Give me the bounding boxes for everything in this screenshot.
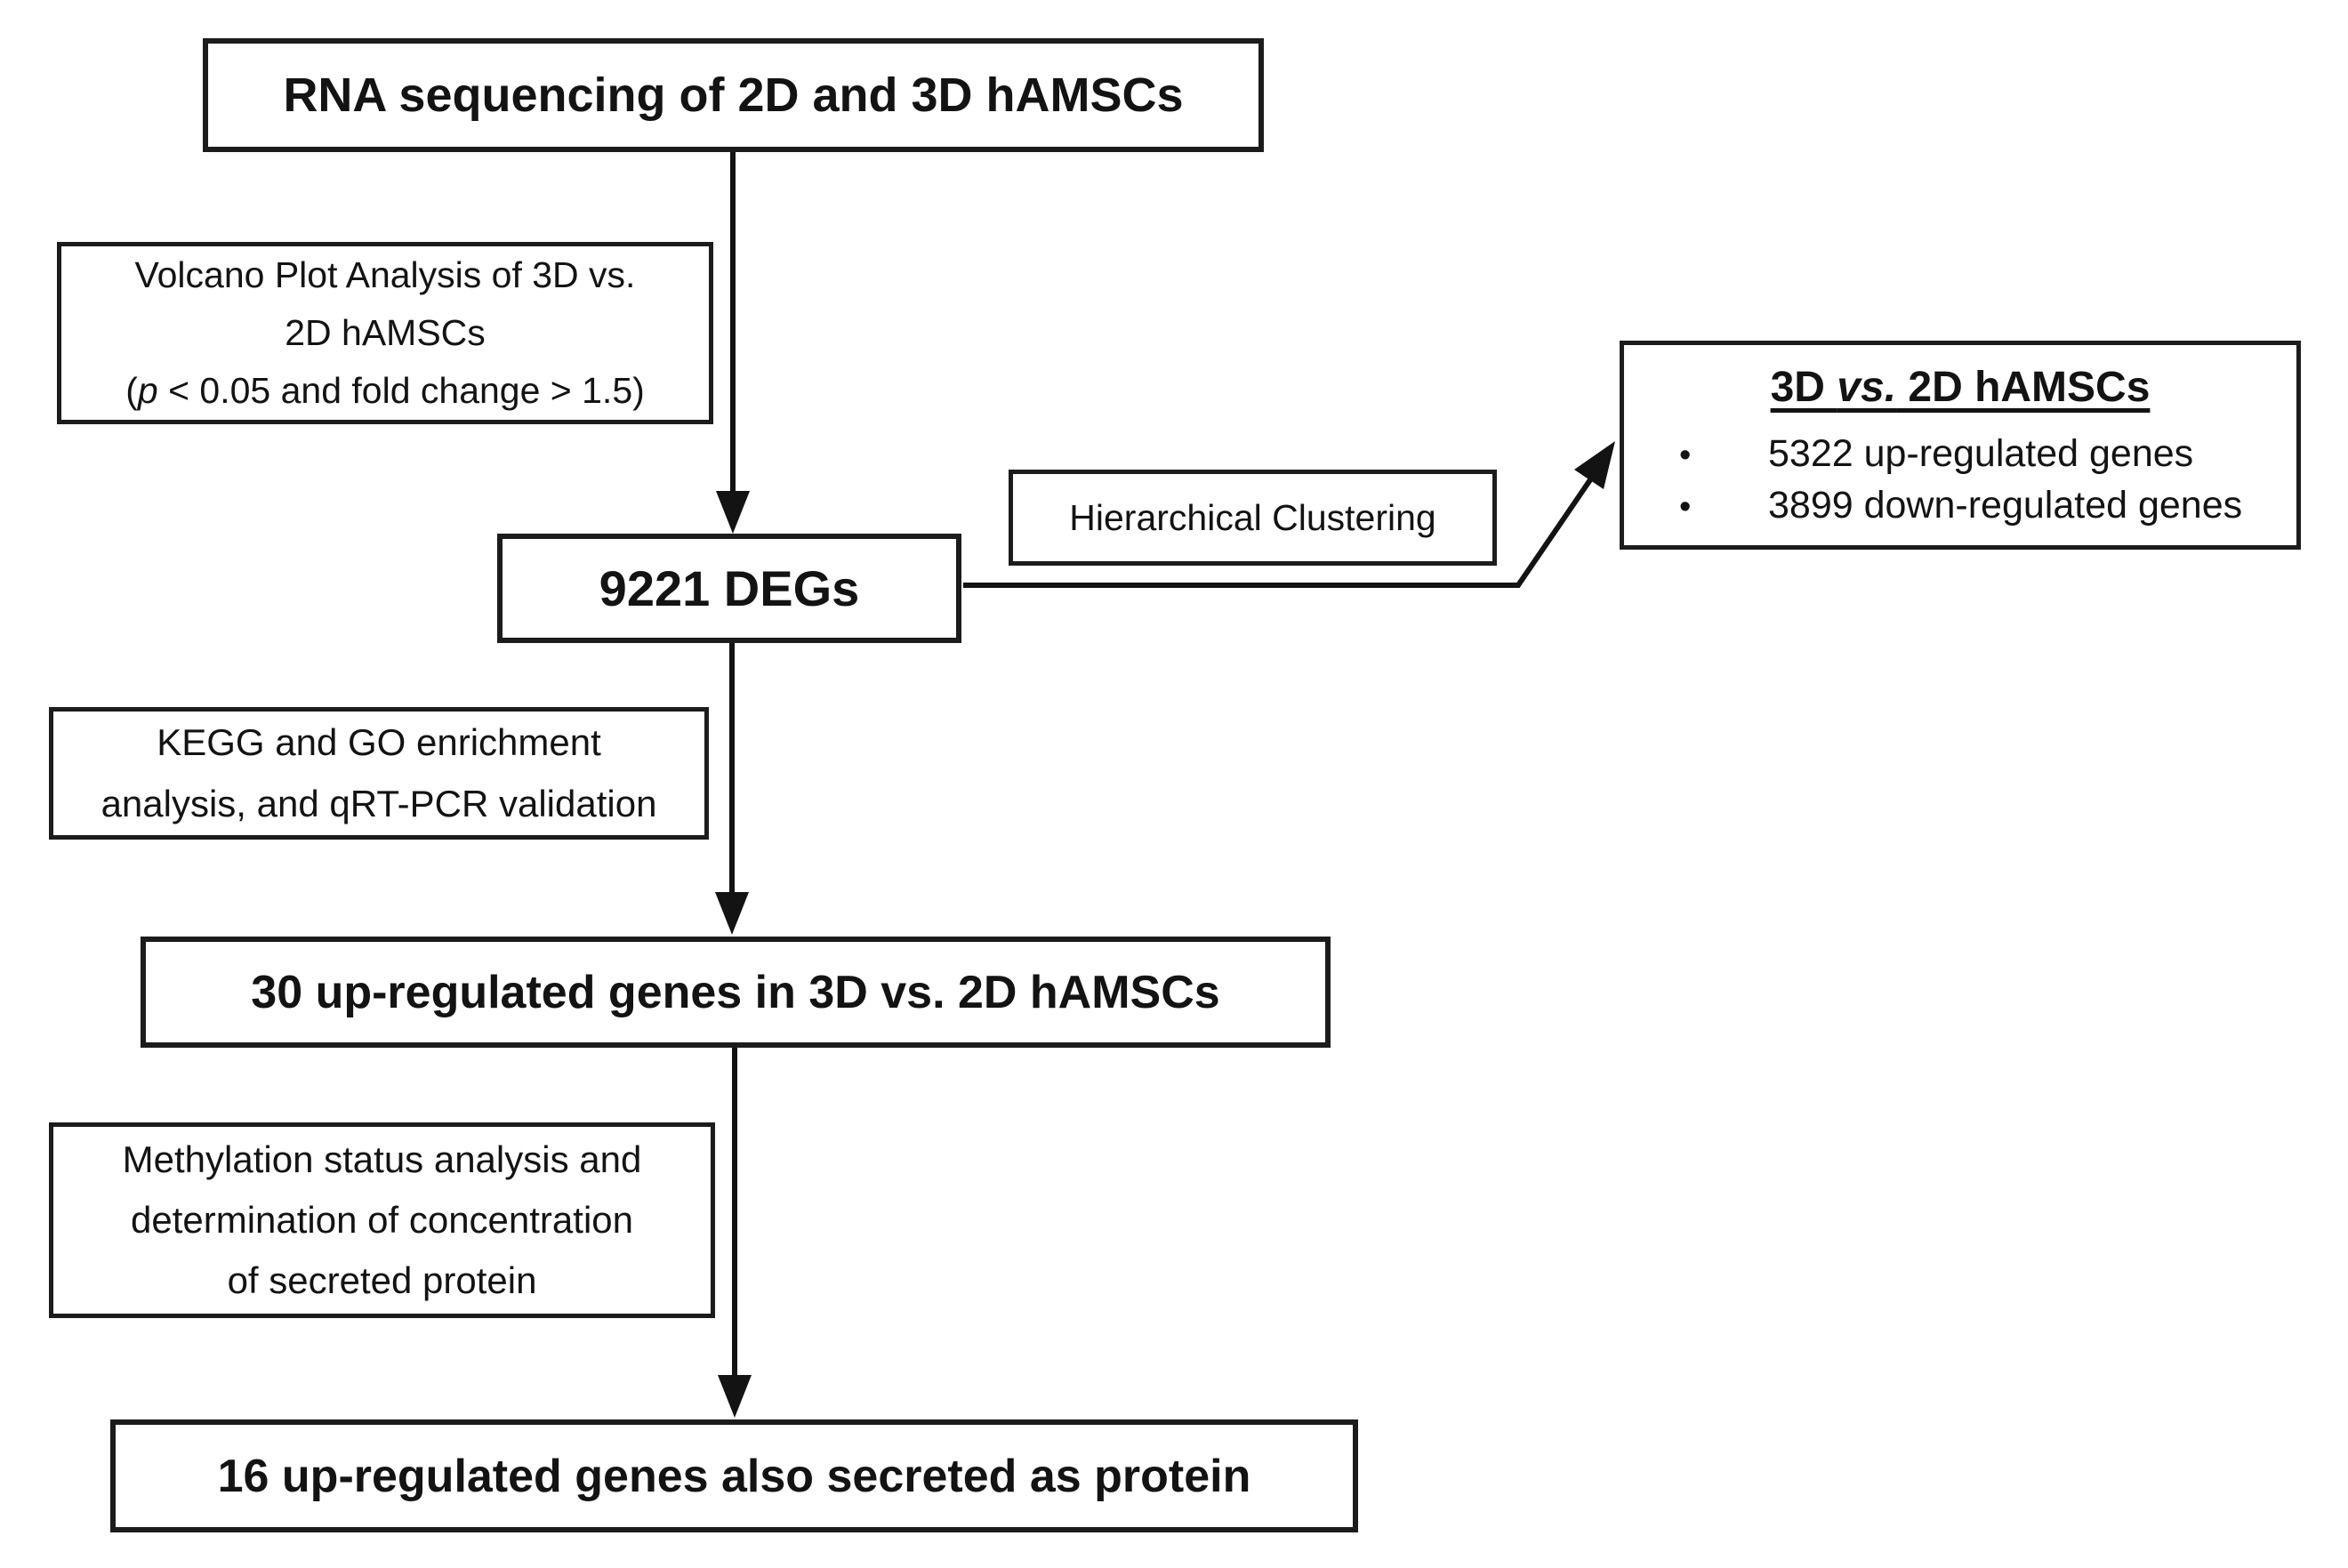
- p-value-symbol: p: [137, 369, 158, 411]
- genes30-box: [141, 937, 1331, 1048]
- genes16-box: [110, 1419, 1358, 1532]
- comparison-bullet-down: [1624, 484, 2296, 527]
- rna-seq-label: RNA sequencing of 2D and 3D hAMSCs: [283, 68, 1184, 122]
- kegg-go-box: [49, 707, 709, 840]
- bullet-icon: •: [1679, 437, 1692, 474]
- rna-seq-box: [203, 38, 1264, 152]
- genes30-label: 30 up-regulated genes in 3D vs. 2D hAMSCs: [251, 966, 1220, 1018]
- degs-box: [497, 534, 961, 643]
- degs-label: 9221 DEGs: [599, 560, 860, 616]
- hierarchical-clustering-label: Hierarchical Clustering: [1069, 496, 1436, 538]
- volcano-analysis-box: [57, 242, 713, 424]
- kegg-line-1: KEGG and GO enrichment: [157, 721, 601, 764]
- methylation-box: [49, 1122, 715, 1318]
- arrow-rna-to-degs-head: [716, 491, 750, 534]
- bullet-icon: •: [1679, 488, 1692, 526]
- volcano-line-3: (p < 0.05 and fold change > 1.5): [125, 369, 645, 411]
- hierarchical-clustering-box: [1009, 470, 1497, 566]
- comparison-result-box: [1620, 341, 2301, 550]
- volcano-line-2: 2D hAMSCs: [285, 312, 486, 354]
- comparison-title: 3D vs. 2D hAMSCs: [1770, 364, 2151, 411]
- comparison-bullet-up: [1624, 432, 2296, 476]
- genes16-label: 16 up-regulated genes also secreted as protein: [217, 1450, 1251, 1502]
- arrow-degs-to-genes30-head: [715, 892, 749, 935]
- volcano-line-1: Volcano Plot Analysis of 3D vs.: [134, 254, 636, 296]
- methylation-line-3: of secreted protein: [227, 1259, 537, 1302]
- methylation-line-1: Methylation status analysis and: [122, 1138, 642, 1180]
- arrow-genes30-to-genes16-head: [718, 1375, 752, 1418]
- methylation-line-2: determination of concentration: [130, 1198, 633, 1241]
- arrow-degs-to-comparison-head: [1574, 441, 1615, 489]
- up-regulated-count: 5322 up-regulated genes: [1768, 432, 2194, 475]
- kegg-line-2: analysis, and qRT-PCR validation: [101, 782, 657, 824]
- down-regulated-count: 3899 down-regulated genes: [1768, 484, 2243, 527]
